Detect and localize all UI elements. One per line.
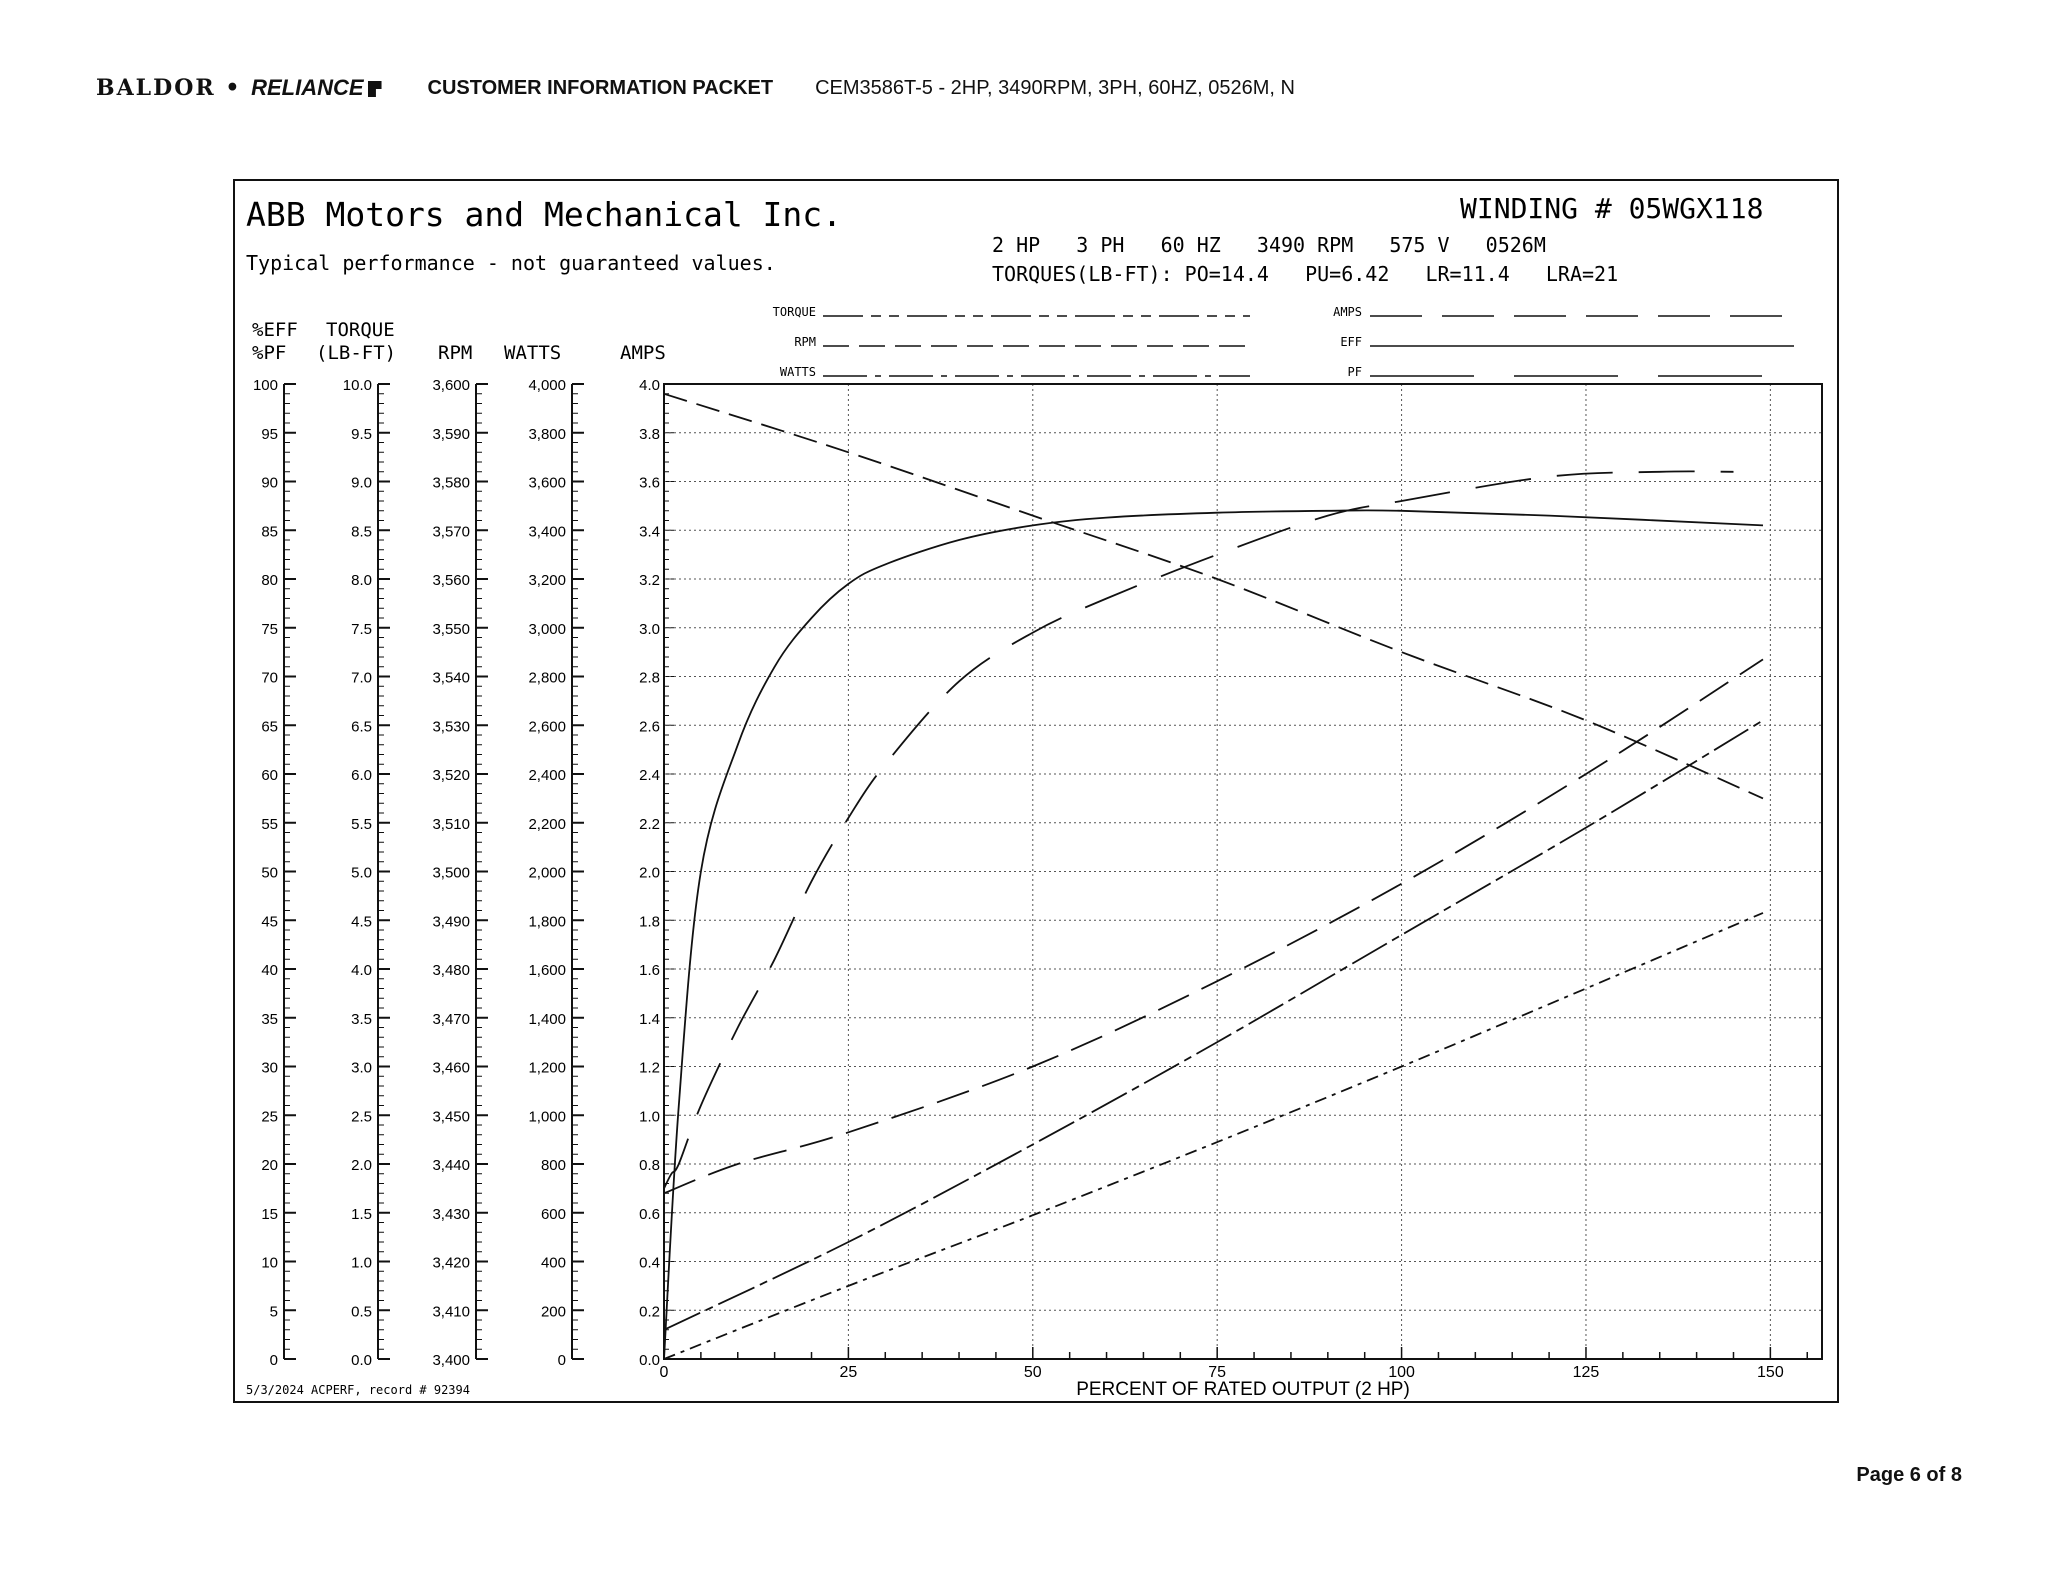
tick-label-torque: 10.0 (342, 377, 372, 394)
tick-label-rpm: 3,590 (432, 425, 470, 443)
series-line-amps (664, 659, 1763, 1193)
tick-label-watts: 600 (540, 1205, 566, 1223)
tick-label-eff_pf: 80 (261, 572, 278, 589)
value-scales (253, 377, 674, 1369)
company-name: ABB Motors and Mechanical Inc. (246, 195, 843, 234)
tick-label-torque: 7.0 (351, 669, 372, 687)
tick-label-amps: 0.6 (639, 1205, 660, 1223)
tick-label-amps: 3.6 (639, 474, 660, 492)
tick-label-watts: 4,000 (528, 377, 566, 394)
x-axis (660, 1347, 1808, 1381)
tick-label-torque: 8.5 (351, 523, 372, 541)
x-axis-label: PERCENT OF RATED OUTPUT (2 HP) (1076, 1379, 1410, 1400)
x-tick-label: 75 (1208, 1364, 1227, 1381)
tick-label-eff_pf: 75 (261, 620, 278, 638)
tick-label-watts: 2,600 (528, 718, 566, 736)
tick-label-rpm: 3,400 (432, 1352, 470, 1369)
tick-label-amps: 1.4 (639, 1010, 660, 1028)
tick-label-torque: 6.5 (351, 718, 372, 736)
packet-title: CUSTOMER INFORMATION PACKET (427, 76, 774, 99)
tick-label-watts: 1,000 (528, 1108, 566, 1126)
tick-label-eff_pf: 90 (261, 474, 278, 492)
tick-label-rpm: 3,440 (432, 1157, 470, 1174)
x-tick-label: 150 (1757, 1364, 1784, 1381)
tick-label-watts: 1,200 (528, 1059, 566, 1077)
tick-label-eff_pf: 15 (261, 1205, 278, 1223)
axis-header-amps: AMPS (620, 342, 666, 364)
tick-label-rpm: 3,530 (432, 718, 470, 736)
tick-label-eff_pf: 0 (269, 1352, 278, 1369)
tick-label-watts: 2,200 (528, 815, 566, 833)
tick-label-eff_pf: 95 (261, 425, 278, 443)
tick-label-eff_pf: 5 (269, 1303, 278, 1321)
tick-label-amps: 2.0 (639, 864, 660, 882)
tick-label-watts: 3,400 (528, 523, 566, 541)
tick-label-watts: 3,600 (528, 474, 566, 492)
tick-label-amps: 0.8 (639, 1157, 660, 1174)
tick-label-amps: 2.4 (639, 767, 660, 784)
tick-label-rpm: 3,420 (432, 1254, 470, 1272)
tick-label-amps: 3.2 (639, 572, 660, 589)
tick-label-torque: 5.5 (351, 815, 372, 833)
tick-label-amps: 1.2 (639, 1059, 660, 1077)
tick-label-watts: 3,200 (528, 572, 566, 589)
tick-label-torque: 1.0 (351, 1254, 372, 1272)
tick-label-torque: 2.0 (351, 1157, 372, 1174)
tick-label-amps: 2.2 (639, 815, 660, 833)
x-tick-label: 50 (1023, 1364, 1042, 1381)
x-tick-label: 25 (839, 1364, 858, 1381)
tick-label-rpm: 3,480 (432, 962, 470, 979)
tick-label-watts: 200 (540, 1303, 566, 1321)
series-line-torque (664, 720, 1763, 1329)
tick-label-eff_pf: 100 (252, 377, 278, 394)
series-line-watts (664, 913, 1763, 1359)
tick-label-eff_pf: 30 (261, 1059, 278, 1077)
x-tick-label: 125 (1572, 1364, 1600, 1381)
tick-label-watts: 400 (540, 1254, 566, 1272)
legend-label-eff: EFF (1340, 335, 1362, 349)
tick-label-torque: 7.5 (351, 620, 372, 638)
logo-text-baldor: BALDOR (96, 75, 216, 101)
legend-label-torque: TORQUE (772, 305, 816, 319)
axis-header-torque-unit: (LB-FT) (316, 342, 397, 364)
tick-label-rpm: 3,410 (432, 1303, 470, 1321)
tick-label-watts: 2,000 (528, 864, 566, 882)
tick-label-rpm: 3,430 (432, 1205, 470, 1223)
tick-label-watts: 1,400 (528, 1010, 566, 1028)
tick-label-watts: 1,600 (528, 962, 566, 979)
tick-label-rpm: 3,470 (432, 1010, 470, 1028)
tick-label-rpm: 3,520 (432, 767, 470, 784)
tick-label-watts: 2,800 (528, 669, 566, 687)
spec-line: 2 HP 3 PH 60 HZ 3490 RPM 575 V 0526M (992, 233, 1546, 257)
disclaimer: Typical performance - not guaranteed values. (246, 251, 776, 275)
tick-label-amps: 0.2 (639, 1303, 660, 1321)
tick-label-watts: 1,800 (528, 913, 566, 931)
tick-label-eff_pf: 45 (261, 913, 278, 931)
tick-label-torque: 1.5 (351, 1205, 372, 1223)
tick-label-amps: 0.0 (639, 1352, 660, 1369)
tick-label-amps: 2.8 (639, 669, 660, 687)
tick-label-eff_pf: 25 (261, 1108, 278, 1126)
tick-label-eff_pf: 40 (261, 962, 278, 979)
tick-label-rpm: 3,580 (432, 474, 470, 492)
tick-label-torque: 5.0 (351, 864, 372, 882)
x-tick-label: 100 (1388, 1364, 1415, 1381)
tick-label-watts: 800 (540, 1157, 566, 1174)
tick-label-eff_pf: 70 (261, 669, 278, 687)
tick-label-torque: 4.0 (351, 962, 372, 979)
tick-label-watts: 3,800 (528, 425, 566, 443)
logo-text-reliance: RELIANCE (251, 75, 364, 100)
tick-label-watts: 0 (557, 1352, 566, 1369)
axis-headers (252, 319, 666, 364)
series-line-eff (664, 510, 1763, 1359)
tick-label-torque: 9.0 (351, 474, 372, 492)
tick-label-rpm: 3,560 (432, 572, 470, 589)
tick-label-amps: 3.0 (639, 620, 660, 638)
tick-label-torque: 3.5 (351, 1010, 372, 1028)
tick-label-eff_pf: 35 (261, 1010, 278, 1028)
tick-label-torque: 2.5 (351, 1108, 372, 1126)
tick-label-eff_pf: 65 (261, 718, 278, 736)
tick-label-eff_pf: 55 (261, 815, 278, 833)
tick-label-rpm: 3,600 (432, 377, 470, 394)
model-line: CEM3586T-5 - 2HP, 3490RPM, 3PH, 60HZ, 0526M, N (815, 76, 1295, 99)
tick-label-rpm: 3,540 (432, 669, 470, 687)
tick-label-torque: 0.0 (351, 1352, 372, 1369)
tick-label-torque: 0.5 (351, 1303, 372, 1321)
tick-label-amps: 2.6 (639, 718, 660, 736)
tick-label-eff_pf: 10 (261, 1254, 278, 1272)
page-number: Page 6 of 8 (1856, 1464, 1962, 1486)
series-line-rpm (664, 394, 1763, 799)
series-lines (664, 394, 1763, 1359)
tick-label-watts: 2,400 (528, 767, 566, 784)
tick-label-rpm: 3,450 (432, 1108, 470, 1126)
axis-header-watts: WATTS (504, 342, 562, 364)
axis-header-eff: %EFF (252, 319, 298, 341)
tick-label-amps: 3.8 (639, 425, 660, 443)
tick-label-rpm: 3,500 (432, 864, 470, 882)
legend-label-watts: WATTS (779, 365, 816, 379)
logo-dot: • (225, 75, 242, 101)
chart-frame (234, 180, 1838, 1402)
tick-label-watts: 3,000 (528, 620, 566, 638)
tick-label-amps: 4.0 (639, 377, 660, 394)
tick-label-amps: 3.4 (639, 523, 660, 541)
legend (773, 305, 1794, 379)
legend-label-rpm: RPM (794, 335, 816, 349)
tick-label-torque: 3.0 (351, 1059, 372, 1077)
tick-label-eff_pf: 50 (261, 864, 278, 882)
tick-label-rpm: 3,510 (432, 815, 470, 833)
tick-label-torque: 4.5 (351, 913, 372, 931)
tick-label-rpm: 3,550 (432, 620, 470, 638)
axis-header-pf: %PF (252, 342, 287, 364)
record-stamp: 5/3/2024 ACPERF, record # 92394 (246, 1383, 470, 1397)
legend-label-amps: AMPS (1333, 305, 1362, 319)
tick-label-torque: 6.0 (351, 767, 372, 784)
tick-label-amps: 1.6 (639, 962, 660, 979)
tick-label-torque: 8.0 (351, 572, 372, 589)
axis-header-torque: TORQUE (326, 319, 395, 341)
winding-label: WINDING # 05WGX118 (1460, 192, 1764, 225)
tick-label-rpm: 3,490 (432, 913, 470, 931)
tick-label-eff_pf: 20 (261, 1157, 278, 1174)
torque-line: TORQUES(LB-FT): PO=14.4 PU=6.42 LR=11.4 LRA=21 (992, 262, 1619, 286)
axis-header-rpm: RPM (438, 342, 473, 364)
tick-label-amps: 1.8 (639, 913, 660, 931)
tick-label-torque: 9.5 (351, 425, 372, 443)
plot-area (664, 384, 1822, 1359)
tick-label-amps: 0.4 (639, 1254, 660, 1272)
legend-label-pf: PF (1347, 365, 1362, 379)
x-tick-label: 0 (659, 1364, 669, 1381)
tick-label-rpm: 3,460 (432, 1059, 470, 1077)
tick-label-amps: 1.0 (639, 1108, 660, 1126)
plot-grid (664, 384, 1822, 1359)
tick-label-eff_pf: 85 (261, 523, 278, 541)
tick-label-rpm: 3,570 (432, 523, 470, 541)
tick-label-eff_pf: 60 (261, 767, 278, 784)
